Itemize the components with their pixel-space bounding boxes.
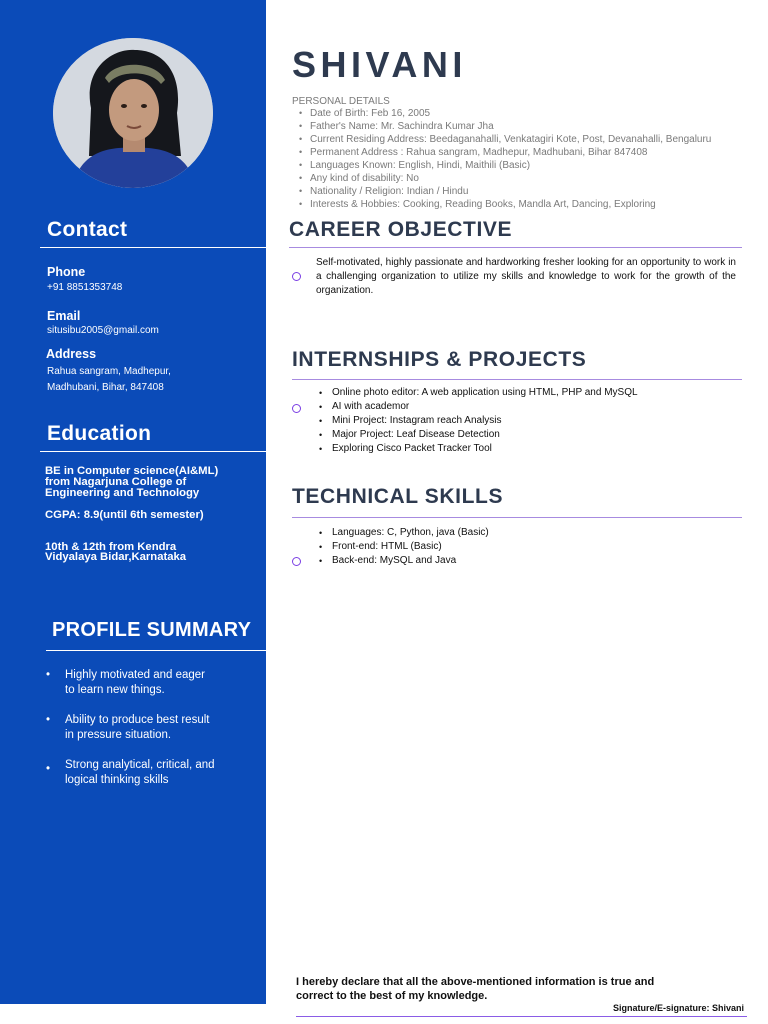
bullet-icon: • xyxy=(46,714,51,726)
internship-item: • Online photo editor: A web application using HTML, PHP and MySQL xyxy=(318,386,638,400)
contact-divider xyxy=(40,247,266,248)
degree-line-2: from Nagarjuna College of xyxy=(45,476,187,488)
personal-detail-item: • Permanent Address : Rahua sangram, Madhepur, Madhubani, Bihar 847408 xyxy=(298,146,711,159)
summary-item-line-2: logical thinking skills xyxy=(65,773,169,786)
degree-line-1: BE in Computer science(AI&ML) xyxy=(45,465,219,477)
skill-item: • Front-end: HTML (Basic) xyxy=(318,540,489,554)
declaration-text xyxy=(296,975,736,1003)
circle-bullet-icon xyxy=(292,557,301,566)
summary-item xyxy=(46,668,256,697)
signature: Signature/E-signature: Shivani xyxy=(612,1003,744,1013)
internships-heading: INTERNSHIPS & PROJECTS xyxy=(292,348,587,371)
profile-summary-heading: PROFILE SUMMARY xyxy=(52,619,252,641)
personal-detail-item: • Interests & Hobbies: Cooking, Reading Books, Mandla Art, Dancing, Exploring xyxy=(298,198,711,211)
personal-detail-item: • Current Residing Address: Beedaganahalli, Venkatagiri Kote, Post, Devanahalli, Bengaluru xyxy=(298,133,711,146)
personal-detail-item: • Any kind of disability: No xyxy=(298,172,711,185)
phone-label: Phone xyxy=(47,265,86,279)
education-divider xyxy=(40,451,266,452)
summary-item-line-1: Ability to produce best result xyxy=(65,714,210,726)
phone-value[interactable]: +91 8851353748 xyxy=(47,282,123,293)
school-line-2: Vidyalaya Bidar,Karnataka xyxy=(45,551,187,563)
education-heading: Education xyxy=(47,422,152,445)
internship-item: • AI with academor xyxy=(318,400,638,414)
address-label: Address xyxy=(46,347,97,361)
internship-item: • Exploring Cisco Packet Tracker Tool xyxy=(318,442,638,456)
technical-skills-heading: TECHNICAL SKILLS xyxy=(292,485,504,508)
profile-summary-list xyxy=(46,668,256,803)
summary-item xyxy=(46,713,256,742)
personal-detail-item: • Date of Birth: Feb 16, 2005 xyxy=(298,107,711,120)
email-label: Email xyxy=(47,309,81,323)
bullet-icon: • xyxy=(46,763,51,775)
career-objective-divider xyxy=(289,247,742,248)
personal-detail-item: • Languages Known: English, Hindi, Maithili (Basic) xyxy=(298,159,711,172)
sidebar xyxy=(0,0,266,1004)
school-line-1: 10th & 12th from Kendra xyxy=(45,541,177,553)
address-line-1: Rahua sangram, Madhepur, xyxy=(47,366,171,377)
profile-summary-divider xyxy=(46,650,266,651)
skill-item: • Languages: C, Python, java (Basic) xyxy=(318,526,489,540)
internships-list xyxy=(318,386,638,456)
summary-item-line-1: Highly motivated and eager xyxy=(65,669,205,681)
degree-line-3: Engineering and Technology xyxy=(45,487,200,499)
circle-bullet-icon xyxy=(292,404,301,413)
candidate-name: SHIVANI xyxy=(292,44,467,85)
career-objective-heading: CAREER OBJECTIVE xyxy=(289,218,513,241)
circle-bullet-icon xyxy=(292,272,301,281)
summary-item-line-1: Strong analytical, critical, and xyxy=(65,759,215,771)
profile-photo xyxy=(53,38,213,188)
technical-skills-list xyxy=(318,526,489,568)
summary-item-line-2: to learn new things. xyxy=(65,683,165,696)
declaration-line-2: correct to the best of my knowledge. xyxy=(296,990,488,1002)
email-value[interactable]: situsibu2005@gmail.com xyxy=(47,325,159,336)
personal-details-title: PERSONAL DETAILS xyxy=(292,96,390,107)
internships-divider xyxy=(292,379,742,380)
personal-detail-item: • Nationality / Religion: Indian / Hindu xyxy=(298,185,711,198)
technical-skills-divider xyxy=(292,517,742,518)
skill-item: • Back-end: MySQL and Java xyxy=(318,554,489,568)
internship-item: • Mini Project: Instagram reach Analysis xyxy=(318,414,638,428)
bullet-icon: • xyxy=(46,669,51,681)
internship-item: • Major Project: Leaf Disease Detection xyxy=(318,428,638,442)
cgpa-value: CGPA: 8.9(until 6th semester) xyxy=(45,509,204,521)
declaration-line-1: I hereby declare that all the above-mentioned information is true and xyxy=(296,976,655,988)
personal-detail-item: • Father's Name: Mr. Sachindra Kumar Jha xyxy=(298,120,711,133)
personal-details-list xyxy=(298,107,711,211)
summary-item-line-2: in pressure situation. xyxy=(65,728,172,741)
career-objective-text: Self-motivated, highly passionate and hardworking fresher looking for an opportunity to work in a challenging organization to utilize my skills and knowledge to work for the growth of the organization. xyxy=(316,257,736,296)
contact-heading: Contact xyxy=(47,218,128,241)
summary-item xyxy=(46,758,256,787)
address-line-2: Madhubani, Bihar, 847408 xyxy=(47,382,164,393)
footer-divider xyxy=(296,1016,747,1017)
